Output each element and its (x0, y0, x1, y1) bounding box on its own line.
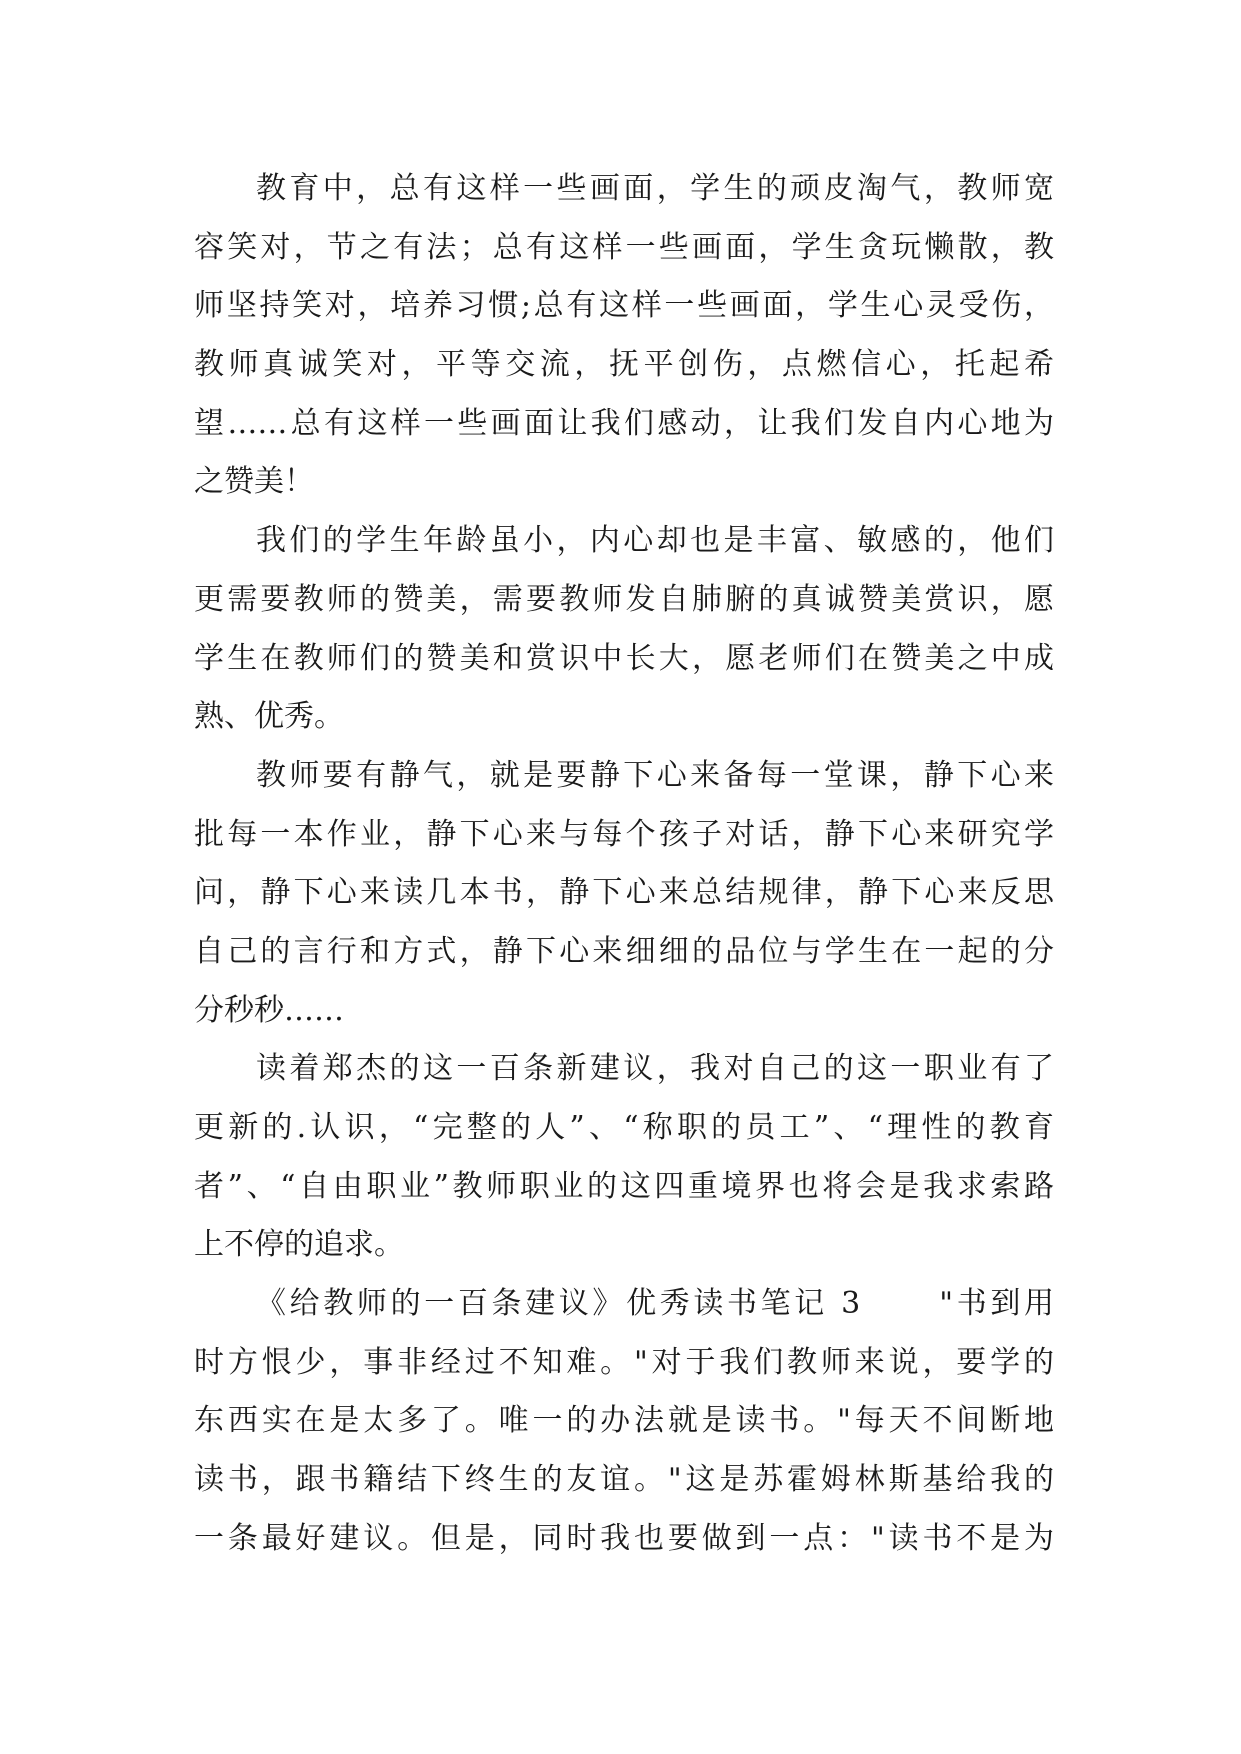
text-line: 批每一本作业，静下心来与每个孩子对话，静下心来研究学 (194, 816, 1054, 852)
text-line: 教育中，总有这样一些画面，学生的顽皮淘气，教师宽 (256, 171, 1054, 206)
text-line: 读书，跟书籍结下终生的友谊。"这是苏霍姆林斯基给我的 (194, 1462, 1054, 1498)
text-line: 学生在教师们的赞美和赏识中长大，愿老师们在赞美之中成 (194, 640, 1054, 676)
text-line: 分秒秒…… (194, 992, 344, 1028)
text-line: 更新的.认识，“完整的人”、“称职的员工”、“理性的教育 (194, 1110, 1054, 1145)
text-line: 熟、优秀。 (194, 699, 344, 735)
text-line: 望……总有这样一些画面让我们感动，让我们发自内心地为 (194, 405, 1054, 441)
text-line: 者”、“自由职业”教师职业的这四重境界也将会是我求索路 (194, 1168, 1054, 1204)
text-line: 容笑对，节之有法；总有这样一些画面，学生贪玩懒散，教 (194, 229, 1054, 265)
text-line: 我们的学生年龄虽小，内心却也是丰富、敏感的，他们 (256, 523, 1054, 559)
text-line: 更需要教师的赞美，需要教师发自肺腑的真诚赞美赏识，愿 (194, 581, 1054, 617)
body-text (194, 160, 1054, 1569)
text-line: 教师真诚笑对，平等交流，抚平创伤，点燃信心，托起希 (194, 347, 1054, 383)
text-line: 东西实在是太多了。唯一的办法就是读书。"每天不间断地 (194, 1403, 1054, 1439)
text-line: 教师要有静气，就是要静下心来备每一堂课，静下心来 (256, 757, 1054, 793)
text-line: 师坚持笑对，培养习惯;总有这样一些画面，学生心灵受伤， (194, 288, 1054, 324)
text-line: 一条最好建议。但是，同时我也要做到一点："读书不是为 (194, 1520, 1054, 1556)
text-line: 之赞美！ (194, 464, 314, 500)
text-line: 时方恨少，事非经过不知难。"对于我们教师来说，要学的 (194, 1344, 1054, 1380)
text-line: 读着郑杰的这一百条新建议，我对自己的这一职业有了 (256, 1051, 1054, 1087)
text-line: 上不停的追求。 (194, 1227, 404, 1263)
text-line: 《给教师的一百条建议》优秀读书笔记 3 "书到用 (256, 1286, 1054, 1322)
text-line: 自己的言行和方式，静下心来细细的品位与学生在一起的分 (194, 933, 1054, 969)
text-line: 问，静下心来读几本书，静下心来总结规律，静下心来反思 (194, 875, 1054, 911)
